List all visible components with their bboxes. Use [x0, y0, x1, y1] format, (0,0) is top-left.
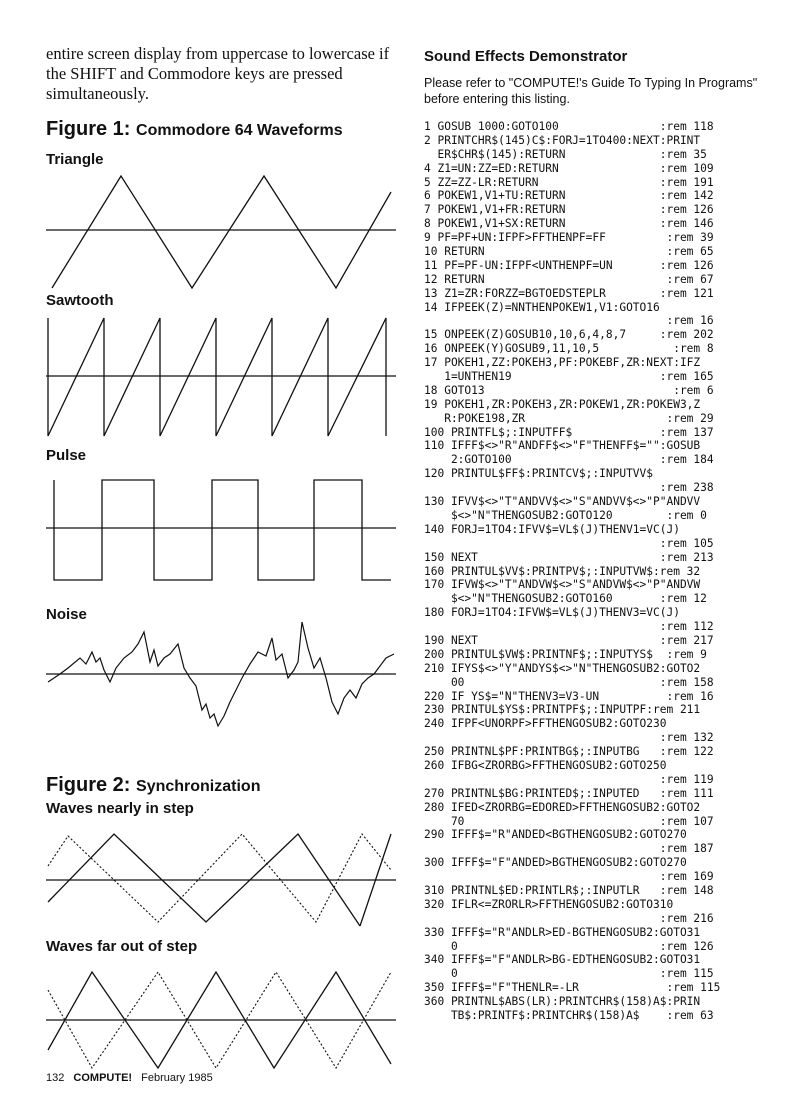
intro-text: entire screen display from uppercase to lowercase if the SHIFT and Commodore keys are pressed simultaneously.: [46, 44, 390, 103]
listing-line: 280 IFED<ZRORBG=EDORED>FFTHENGOSUB2:GOTO2: [424, 800, 701, 814]
listing-line: 190 NEXT :rem 217: [424, 633, 714, 647]
listing-line: 4 Z1=UN:ZZ=ED:RETURN :rem 109: [424, 161, 714, 175]
listing-line: 260 IFBG<ZRORBG>FFTHENGOSUB2:GOTO250: [424, 758, 667, 772]
listing-line: 240 IFPF<UNORPF>FFTHENGOSUB2:GOTO230: [424, 717, 667, 731]
listing-line: :rem 169: [424, 870, 714, 884]
noise-waveform: [46, 618, 396, 736]
listing-line: 19 POKEH1,ZR:POKEH3,ZR:POKEW1,ZR:POKEW3,Z: [424, 397, 701, 411]
sync-near-waveform: [46, 830, 396, 928]
listing-line: R:POKE198,ZR :rem 29: [424, 411, 714, 425]
listing-line: 17 POKEH1,ZZ:POKEH3,PF:POKEBF,ZR:NEXT:IFZ: [424, 356, 701, 370]
listing-line: 18 GOTO13 :rem 6: [424, 383, 714, 397]
listing-line: 110 IFFF$<>"R"ANDFF$<>"F"THENFF$="":GOSUB: [424, 439, 701, 453]
listing-line: 140 FORJ=1TO4:IFVV$=VL$(J)THENV1=VC(J): [424, 522, 680, 536]
issue-date: February 1985: [141, 1072, 213, 1084]
listing-line: 11 PF=PF-UN:IFPF<UNTHENPF=UN :rem 126: [424, 258, 714, 272]
figure2-title: [46, 774, 260, 797]
listing-line: 100 PRINTFL$;:INPUTFF$ :rem 137: [424, 425, 714, 439]
listing-line: 130 IFVV$<>"T"ANDVV$<>"S"ANDVV$<>"P"ANDVV: [424, 495, 701, 509]
listing-line: :rem 105: [424, 536, 714, 550]
listing-line: :rem 16: [424, 314, 714, 328]
listing-line: 5 ZZ=ZZ-LR:RETURN :rem 191: [424, 175, 714, 189]
listing-line: 300 IFFF$="F"ANDED>BGTHENGOSUB2:GOTO270: [424, 856, 687, 870]
listing-line: 230 PRINTUL$YS$:PRINTPF$;:INPUTPF:rem 211: [424, 703, 701, 717]
figure2-caption: Synchronization: [136, 778, 261, 795]
listing-line: $<>"N"THENGOSUB2:GOTO120 :rem 0: [424, 508, 707, 522]
pulse-label: Pulse: [46, 447, 87, 464]
figure1-title: [46, 118, 343, 141]
listing-line: :rem 238: [424, 481, 714, 495]
listing-line: :rem 216: [424, 911, 714, 925]
listing-line: 6 POKEW1,V1+TU:RETURN :rem 142: [424, 189, 714, 203]
listing-line: :rem 112: [424, 620, 714, 634]
triangle-waveform: [46, 172, 396, 290]
listing-line: 200 PRINTUL$VW$:PRINTNF$;:INPUTYS$ :rem 9: [424, 647, 707, 661]
listing-line: ER$CHR$(145):RETURN :rem 35: [424, 147, 707, 161]
listing-line: 350 IFFF$="F"THENLR=-LR :rem 115: [424, 981, 721, 995]
listing-line: 220 IF YS$="N"THENV3=V3-UN :rem 16: [424, 689, 714, 703]
listing-header: [424, 48, 784, 107]
listing-line: 2 PRINTCHR$(145)C$:FORJ=1TO400:NEXT:PRINT: [424, 133, 701, 147]
listing-line: 16 ONPEEK(Y)GOSUB9,11,10,5 :rem 8: [424, 342, 714, 356]
listing-note: Please refer to "COMPUTE!'s Guide To Typing In Programs" before entering this listing.: [424, 76, 758, 106]
listing-title: Sound Effects Demonstrator: [424, 48, 628, 65]
listing-line: 0 :rem 126: [424, 939, 714, 953]
sync-near-label: Waves nearly in step: [46, 800, 194, 817]
sync-far-label: Waves far out of step: [46, 938, 198, 955]
listing-line: 12 RETURN :rem 67: [424, 272, 714, 286]
listing-line: 13 Z1=ZR:FORZZ=BGTOEDSTEPLR :rem 121: [424, 286, 714, 300]
listing-line: 150 NEXT :rem 213: [424, 550, 714, 564]
page-footer: [46, 1072, 213, 1084]
listing-line: 00 :rem 158: [424, 675, 714, 689]
listing-line: 160 PRINTUL$VV$:PRINTPV$;:INPUTVW$:rem 32: [424, 564, 701, 578]
listing-line: 180 FORJ=1TO4:IFVW$=VL$(J)THENV3=VC(J): [424, 606, 680, 620]
pulse-waveform: [46, 474, 396, 586]
listing-line: 250 PRINTNL$PF:PRINTBG$;:INPUTBG :rem 122: [424, 745, 714, 759]
noise-label: Noise: [46, 606, 87, 623]
listing-line: 290 IFFF$="R"ANDED<BGTHENGOSUB2:GOTO270: [424, 828, 687, 842]
sawtooth-waveform: [46, 316, 396, 438]
listing-line: $<>"N"THENGOSUB2:GOTO160 :rem 12: [424, 592, 707, 606]
listing-line: 360 PRINTNL$ABS(LR):PRINTCHR$(158)A$:PRIN: [424, 995, 701, 1009]
listing-line: 2:GOTO100 :rem 184: [424, 453, 714, 467]
listing-line: 310 PRINTNL$ED:PRINTLR$;:INPUTLR :rem 148: [424, 883, 714, 897]
page-number: 132: [46, 1072, 65, 1084]
intro-column: [46, 44, 396, 104]
listing-line: 7 POKEW1,V1+FR:RETURN :rem 126: [424, 203, 714, 217]
triangle-label: Triangle: [46, 151, 104, 168]
listing-line: TB$:PRINTF$:PRINTCHR$(158)A$ :rem 63: [424, 1009, 714, 1022]
listing-line: 330 IFFF$="R"ANDLR>ED-BGTHENGOSUB2:GOTO31: [424, 925, 701, 939]
listing-line: 1=UNTHEN19 :rem 165: [424, 370, 714, 384]
figure1-caption: Commodore 64 Waveforms: [136, 122, 343, 139]
listing-line: 10 RETURN :rem 65: [424, 245, 714, 259]
program-listing: [424, 120, 784, 1023]
figure2-label: Figure 2:: [46, 774, 131, 796]
figure1-label: Figure 1:: [46, 118, 131, 140]
listing-line: :rem 119: [424, 772, 714, 786]
listing-line: :rem 132: [424, 731, 714, 745]
listing-line: :rem 187: [424, 842, 714, 856]
listing-line: 1 GOSUB 1000:GOTO100 :rem 118: [424, 120, 714, 133]
listing-line: 170 IFVW$<>"T"ANDVW$<>"S"ANDVW$<>"P"ANDVW: [424, 578, 701, 592]
listing-line: 320 IFLR<=ZRORLR>FFTHENGOSUB2:GOTO310: [424, 897, 674, 911]
listing-line: 210 IFYS$<>"Y"ANDYS$<>"N"THENGOSUB2:GOTO2: [424, 661, 701, 675]
sync-far-waveform: [46, 968, 396, 1072]
listing-line: 120 PRINTUL$FF$:PRINTCV$;:INPUTVV$: [424, 467, 654, 481]
listing-line: 0 :rem 115: [424, 967, 714, 981]
listing-line: 340 IFFF$="F"ANDLR>BG-EDTHENGOSUB2:GOTO31: [424, 953, 701, 967]
sawtooth-label: Sawtooth: [46, 292, 114, 309]
listing-line: 15 ONPEEK(Z)GOSUB10,10,6,4,8,7 :rem 202: [424, 328, 714, 342]
listing-line: 14 IFPEEK(Z)=NNTHENPOKEW1,V1:GOTO16: [424, 300, 660, 314]
listing-line: 8 POKEW1,V1+SX:RETURN :rem 146: [424, 217, 714, 231]
listing-line: 70 :rem 107: [424, 814, 714, 828]
magazine-name: COMPUTE!: [73, 1072, 133, 1084]
listing-line: 9 PF=PF+UN:IFPF>FFTHENPF=FF :rem 39: [424, 231, 714, 245]
listing-line: 270 PRINTNL$BG:PRINTED$;:INPUTED :rem 111: [424, 786, 714, 800]
